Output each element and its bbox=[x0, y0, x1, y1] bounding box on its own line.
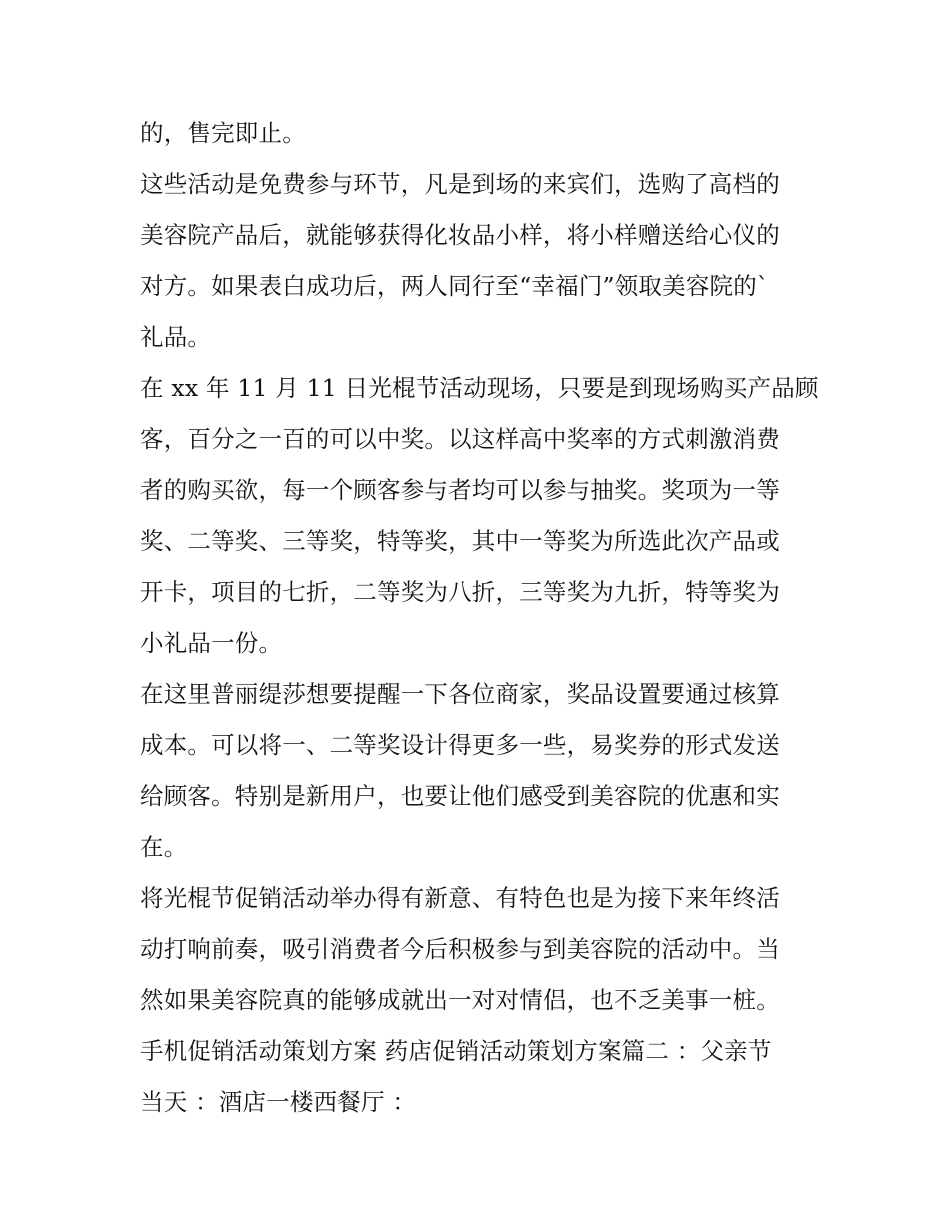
text-line: 者的购买欲，每一个顾客参与者均可以参与抽奖。奖项为一等 bbox=[140, 476, 780, 504]
text-line: 成本。可以将一、二等奖设计得更多一些，易奖券的形式发送 bbox=[140, 731, 780, 759]
text-line: 对方。如果表白成功后，两人同行至“幸福门”领取美容院的` bbox=[140, 272, 769, 300]
text-line: 动打响前奏，吸引消费者今后积极参与到美容院的活动中。当 bbox=[140, 935, 780, 963]
text-line: 奖、二等奖、三等奖，特等奖，其中一等奖为所选此次产品或 bbox=[140, 527, 780, 555]
text-line: 小礼品一份。 bbox=[140, 629, 283, 657]
text-line: 手机促销活动策划方案 药店促销活动策划方案篇二 ：父亲节 bbox=[140, 1037, 772, 1065]
document-body bbox=[140, 108, 820, 1128]
text-line: 礼品。 bbox=[140, 323, 212, 351]
text-line: 当天 ：酒店一楼西餐厅 ： bbox=[140, 1088, 417, 1116]
text-line: 的，售完即止。 bbox=[140, 119, 306, 147]
text-line: 在。 bbox=[140, 833, 188, 861]
text-line: 将光棍节促销活动举办得有新意、有特色也是为接下来年终活 bbox=[140, 884, 780, 912]
text-line: 美容院产品后，就能够获得化妆品小样，将小样赠送给心仪的 bbox=[140, 221, 780, 249]
text-line: 这些活动是免费参与环节，凡是到场的来宾们，选购了高档的 bbox=[140, 170, 780, 198]
text-line: 然如果美容院真的能够成就出一对对情侣，也不乏美事一桩。 bbox=[140, 986, 780, 1014]
text-line: 开卡，项目的七折，二等奖为八折，三等奖为九折，特等奖为 bbox=[140, 578, 780, 606]
text-line: 客，百分之一百的可以中奖。以这样高中奖率的方式刺激消费 bbox=[140, 425, 780, 453]
text-line: 给顾客。特别是新用户，也要让他们感受到美容院的优惠和实 bbox=[140, 782, 780, 810]
text-line: 在这里普丽缇莎想要提醒一下各位商家，奖品设置要通过核算 bbox=[140, 680, 780, 708]
text-line: 在 xx 年 11 月 11 日光棍节活动现场，只要是到现场购买产品顾 bbox=[140, 374, 819, 402]
